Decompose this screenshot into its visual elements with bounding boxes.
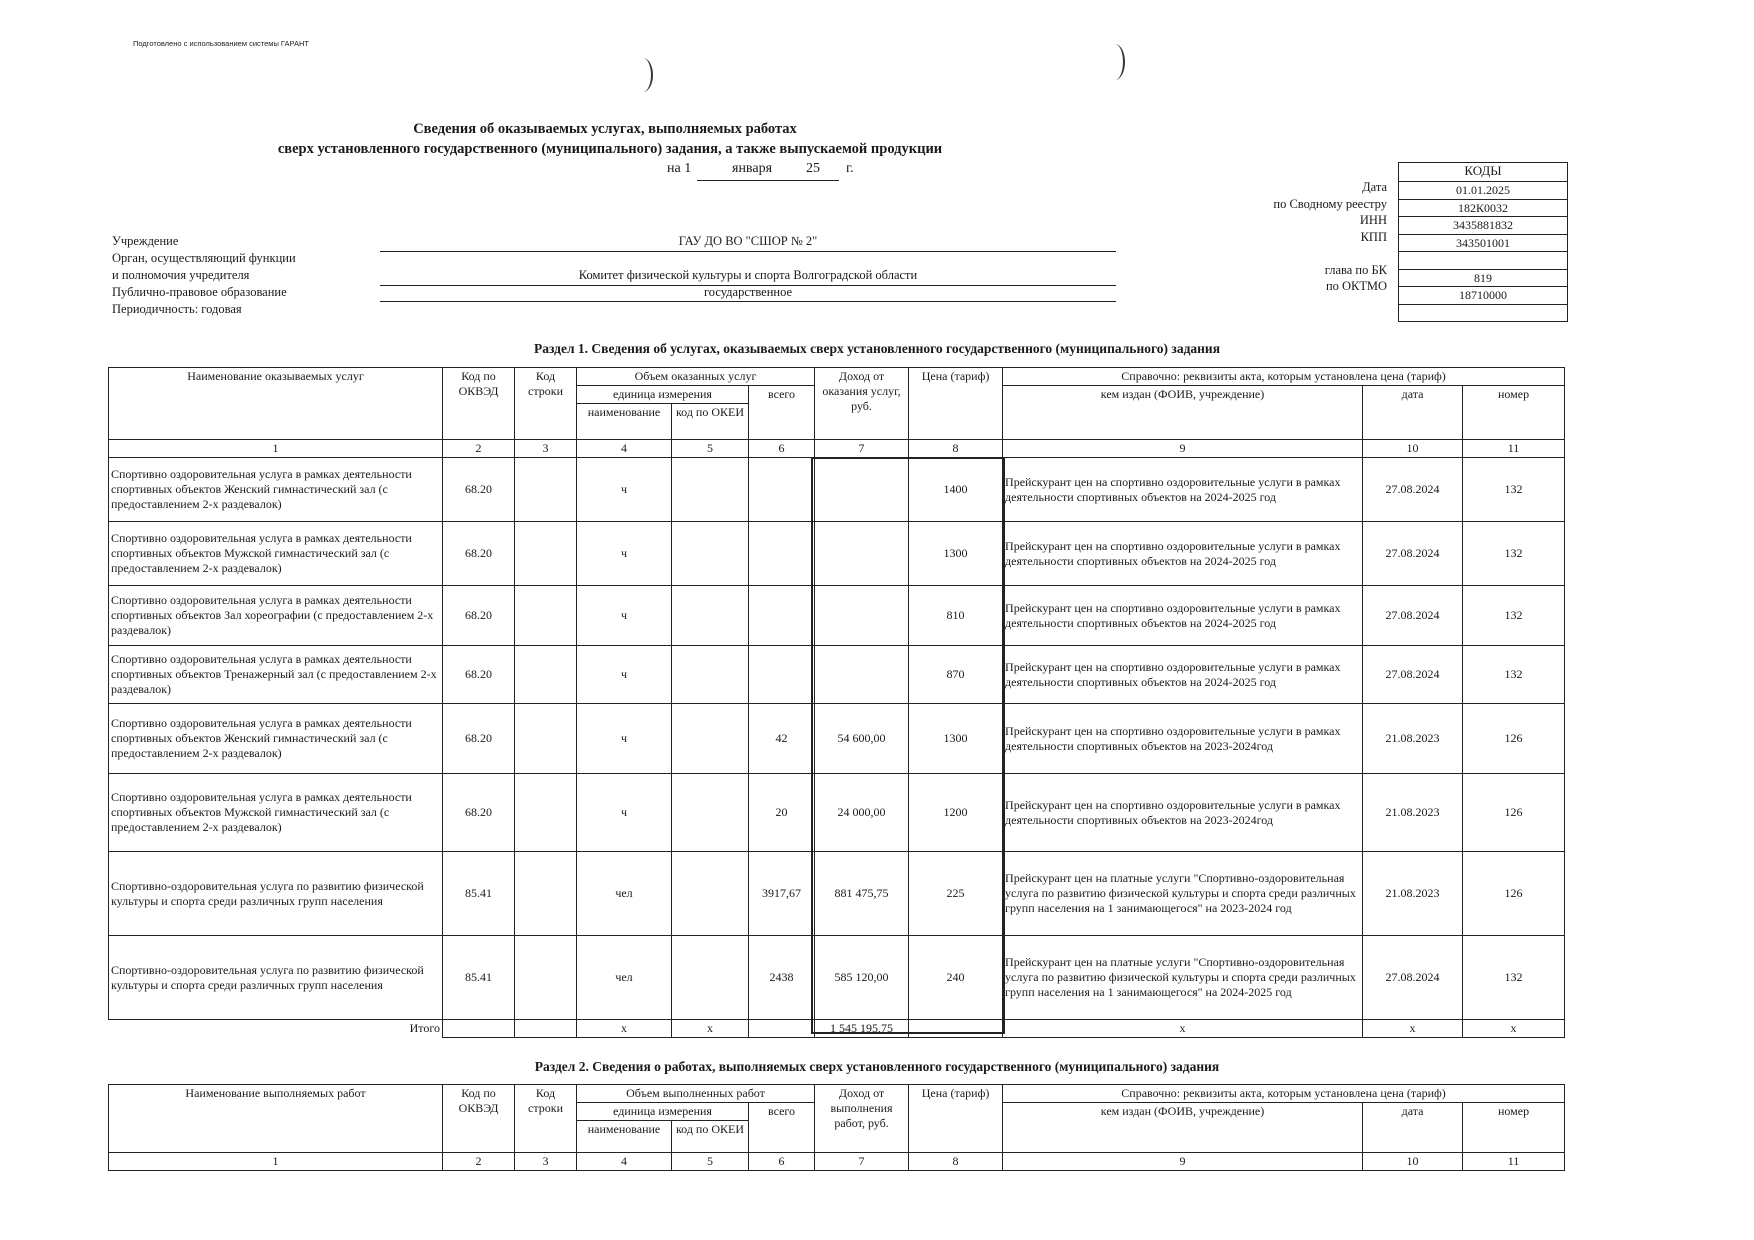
col-header-date: дата xyxy=(1363,1103,1463,1153)
act-date-value: 21.08.2023 xyxy=(1363,852,1463,936)
code-label-date: Дата xyxy=(1362,180,1387,194)
col-number: 8 xyxy=(909,440,1003,458)
section2-title: Раздел 2. Сведения о работах, выполняемых сверх установленного государственного (муниципального) задания xyxy=(534,1059,1220,1074)
total-label: Итого xyxy=(109,1020,443,1038)
table-row xyxy=(109,774,1565,852)
col-number: 7 xyxy=(815,1153,909,1171)
act-number-value: 132 xyxy=(1463,586,1565,646)
okved-value: 68.20 xyxy=(443,586,515,646)
col-header-volume: Объем оказанных услуг xyxy=(577,368,815,386)
col-number: 3 xyxy=(515,1153,577,1171)
founder-value: Комитет физической культуры и спорта Волгоградской области xyxy=(578,268,918,282)
codes-header: КОДЫ xyxy=(1399,163,1567,182)
service-name: Спортивно-оздоровительная услуга по развитию физической культуры и спорта среди различных групп населения xyxy=(109,852,443,936)
table-row xyxy=(109,646,1565,704)
table-row xyxy=(109,522,1565,586)
income-value: 585 120,00 xyxy=(815,936,909,1020)
services-table xyxy=(108,367,1565,1038)
col-header-okved: Код по ОКВЭД xyxy=(443,368,515,440)
institution-label: Учреждение xyxy=(112,234,179,248)
unit-value: ч xyxy=(577,522,672,586)
code-date: 01.01.2025 xyxy=(1399,182,1567,200)
income-value xyxy=(815,646,909,704)
price-value: 1300 xyxy=(909,704,1003,774)
punch-hole-mark xyxy=(1105,44,1125,80)
unit-value: ч xyxy=(577,458,672,522)
okei-value xyxy=(672,586,749,646)
act-number-value: 132 xyxy=(1463,646,1565,704)
date-prefix: на 1 xyxy=(667,161,692,176)
founder-label-line2: и полномочия учредителя xyxy=(112,268,250,282)
act-date-value: 21.08.2023 xyxy=(1363,704,1463,774)
col-header-reference: Справочно: реквизиты акта, которым установлена цена (тариф) xyxy=(1003,368,1565,386)
code-label-kpp: КПП xyxy=(1360,229,1387,244)
codes-labels xyxy=(1135,162,1387,296)
total-value: 42 xyxy=(749,704,815,774)
okved-value: 68.20 xyxy=(443,522,515,586)
col-header-issued-by: кем издан (ФОИВ, учреждение) xyxy=(1003,1103,1363,1153)
col-number: 1 xyxy=(109,440,443,458)
date-month: января xyxy=(732,161,773,176)
table-row xyxy=(109,704,1565,774)
col-header-total: всего xyxy=(749,386,815,440)
code-blank xyxy=(1399,252,1567,270)
okved-value: 85.41 xyxy=(443,852,515,936)
col-header-income: Доход от оказания услуг, руб. xyxy=(815,368,909,440)
unit-value: чел xyxy=(577,852,672,936)
punch-hole-mark xyxy=(633,58,653,92)
col-header-number: номер xyxy=(1463,1103,1565,1153)
garant-note: Подготовлено с использованием системы ГАРАНТ xyxy=(133,39,309,48)
table-row xyxy=(109,852,1565,936)
col-header-unit: единица измерения xyxy=(577,386,749,404)
income-value: 54 600,00 xyxy=(815,704,909,774)
line-code-value xyxy=(515,522,577,586)
service-name: Спортивно оздоровительная услуга в рамках деятельности спортивных объектов Мужской гимнастический зал (с предоставлением 2-х раздевалок) xyxy=(109,522,443,586)
price-value: 240 xyxy=(909,936,1003,1020)
col-number: 2 xyxy=(443,440,515,458)
income-value: 881 475,75 xyxy=(815,852,909,936)
col-header-date: дата xyxy=(1363,386,1463,440)
service-name: Спортивно оздоровительная услуга в рамках деятельности спортивных объектов Женский гимнастический зал (с предоставлением 2-х раздевалок) xyxy=(109,704,443,774)
col-number: 8 xyxy=(909,1153,1003,1171)
total-value xyxy=(749,586,815,646)
act-number-value: 126 xyxy=(1463,774,1565,852)
total-value: 2438 xyxy=(749,936,815,1020)
code-label-budget-chapter: глава по БК xyxy=(1324,262,1387,277)
col-number: 9 xyxy=(1003,1153,1363,1171)
public-entity-value: государственное xyxy=(703,285,793,299)
price-value: 1400 xyxy=(909,458,1003,522)
col-header-unit-name: наименование xyxy=(577,1121,672,1153)
code-label-inn: ИНН xyxy=(1359,213,1387,227)
act-date-value: 27.08.2024 xyxy=(1363,522,1463,586)
okei-value xyxy=(672,522,749,586)
founder-label-line1: Орган, осуществляющий функции xyxy=(112,251,296,265)
line-code-value xyxy=(515,458,577,522)
okved-value: 68.20 xyxy=(443,774,515,852)
column-numbers-row xyxy=(109,1153,1565,1171)
act-date-value: 21.08.2023 xyxy=(1363,774,1463,852)
unit-value: ч xyxy=(577,774,672,852)
col-header-income: Доход от выполнения работ, руб. xyxy=(815,1085,909,1153)
okei-value xyxy=(672,646,749,704)
col-number: 9 xyxy=(1003,440,1363,458)
col-number: 7 xyxy=(815,440,909,458)
date-suffix: г. xyxy=(846,161,854,176)
service-name: Спортивно оздоровительная услуга в рамках деятельности спортивных объектов Тренажерный зал (с предоставлением 2-х раздевалок) xyxy=(109,646,443,704)
act-date-value: 27.08.2024 xyxy=(1363,646,1463,704)
service-name: Спортивно оздоровительная услуга в рамках деятельности спортивных объектов Женский гимнастический зал (с предоставлением 2-х раздевалок) xyxy=(109,458,443,522)
total-act: х xyxy=(1003,1020,1363,1038)
act-date-value: 27.08.2024 xyxy=(1363,458,1463,522)
line-code-value xyxy=(515,774,577,852)
act-value: Прейскурант цен на спортивно оздоровительные услуги в рамках деятельности спортивных объектов на 2023-2024год xyxy=(1003,774,1363,852)
total-value: 20 xyxy=(749,774,815,852)
unit-value: ч xyxy=(577,704,672,774)
price-value: 1200 xyxy=(909,774,1003,852)
income-value xyxy=(815,522,909,586)
col-number: 1 xyxy=(109,1153,443,1171)
col-number: 11 xyxy=(1463,1153,1565,1171)
col-header-unit-name: наименование xyxy=(577,404,672,440)
total-row xyxy=(109,1020,1565,1038)
codes-box xyxy=(1398,162,1568,322)
col-header-total: всего xyxy=(749,1103,815,1153)
total-unit: х xyxy=(577,1020,672,1038)
total-income: 1 545 195,75 xyxy=(815,1020,909,1038)
okei-value xyxy=(672,852,749,936)
act-number-value: 126 xyxy=(1463,852,1565,936)
price-value: 1300 xyxy=(909,522,1003,586)
act-number-value: 132 xyxy=(1463,458,1565,522)
col-header-volume: Объем выполненных работ xyxy=(577,1085,815,1103)
unit-value: чел xyxy=(577,936,672,1020)
code-blank xyxy=(1399,305,1567,322)
document-title-line2: сверх установленного государственного (муниципального) задания, а также выпускаемой продукции xyxy=(277,141,943,157)
section1-title: Раздел 1. Сведения об услугах, оказываемых сверх установленного государственного (муниципального) задания xyxy=(533,341,1221,356)
act-number-value: 132 xyxy=(1463,522,1565,586)
service-name: Спортивно оздоровительная услуга в рамках деятельности спортивных объектов Зал хореографии (с предоставлением 2-х раздевалок) xyxy=(109,586,443,646)
col-number: 11 xyxy=(1463,440,1565,458)
table-row xyxy=(109,458,1565,522)
code-registry: 182К0032 xyxy=(1399,200,1567,218)
act-date-value: 27.08.2024 xyxy=(1363,936,1463,1020)
line-code-value xyxy=(515,936,577,1020)
unit-value: ч xyxy=(577,586,672,646)
okved-value: 68.20 xyxy=(443,646,515,704)
col-number: 6 xyxy=(749,1153,815,1171)
col-header-work-name: Наименование выполняемых работ xyxy=(109,1085,443,1153)
okved-value: 68.20 xyxy=(443,458,515,522)
line-code-value xyxy=(515,852,577,936)
act-number-value: 132 xyxy=(1463,936,1565,1020)
income-value xyxy=(815,458,909,522)
col-header-okei: код по ОКЕИ xyxy=(672,404,749,440)
public-entity-label: Публично-правовое образование xyxy=(112,285,287,299)
income-value: 24 000,00 xyxy=(815,774,909,852)
line-code-value xyxy=(515,704,577,774)
col-number: 2 xyxy=(443,1153,515,1171)
col-header-line-code: Код строки xyxy=(515,1085,577,1153)
institution-value: ГАУ ДО ВО "СШОР № 2" xyxy=(678,234,818,248)
act-value: Прейскурант цен на спортивно оздоровительные услуги в рамках деятельности спортивных объектов на 2024-2025 год xyxy=(1003,646,1363,704)
periodicity-label: Периодичность: годовая xyxy=(112,302,242,316)
table-row xyxy=(109,586,1565,646)
unit-value: ч xyxy=(577,646,672,704)
col-number: 4 xyxy=(577,1153,672,1171)
okved-value: 68.20 xyxy=(443,704,515,774)
col-number: 5 xyxy=(672,440,749,458)
price-value: 810 xyxy=(909,586,1003,646)
act-value: Прейскурант цен на платные услуги "Спортивно-оздоровительная услуга по развитию физической культуры и спорта среди различных групп населения на 1 занимающегося" на 2024-2025 год xyxy=(1003,936,1363,1020)
act-number-value: 126 xyxy=(1463,704,1565,774)
code-budget-chapter: 819 xyxy=(1399,270,1567,288)
line-code-value xyxy=(515,586,577,646)
col-header-number: номер xyxy=(1463,386,1565,440)
col-number: 6 xyxy=(749,440,815,458)
col-header-reference: Справочно: реквизиты акта, которым установлена цена (тариф) xyxy=(1003,1085,1565,1103)
code-kpp: 343501001 xyxy=(1399,235,1567,253)
act-value: Прейскурант цен на спортивно оздоровительные услуги в рамках деятельности спортивных объектов на 2024-2025 год xyxy=(1003,522,1363,586)
act-value: Прейскурант цен на спортивно оздоровительные услуги в рамках деятельности спортивных объектов на 2024-2025 год xyxy=(1003,458,1363,522)
okei-value xyxy=(672,936,749,1020)
price-value: 870 xyxy=(909,646,1003,704)
document-title-line1: Сведения об оказываемых услугах, выполняемых работах xyxy=(413,121,797,137)
service-name: Спортивно оздоровительная услуга в рамках деятельности спортивных объектов Мужской гимнастический зал (с предоставлением 2-х раздевалок) xyxy=(109,774,443,852)
code-oktmo: 18710000 xyxy=(1399,287,1567,305)
code-label-oktmo: по ОКТМО xyxy=(1325,279,1387,293)
total-date: х xyxy=(1363,1020,1463,1038)
col-number: 4 xyxy=(577,440,672,458)
works-table xyxy=(108,1084,1565,1171)
code-label-registry: по Сводному реестру xyxy=(1273,196,1387,211)
col-header-price: Цена (тариф) xyxy=(909,1085,1003,1153)
act-value: Прейскурант цен на платные услуги "Спортивно-оздоровительная услуга по развитию физической культуры и спорта среди различных групп населения на 1 занимающегося" на 2023-2024 год xyxy=(1003,852,1363,936)
col-header-okei: код по ОКЕИ xyxy=(672,1121,749,1153)
income-value xyxy=(815,586,909,646)
col-header-service-name: Наименование оказываемых услуг xyxy=(109,368,443,440)
line-code-value xyxy=(515,646,577,704)
col-number: 3 xyxy=(515,440,577,458)
table-row xyxy=(109,936,1565,1020)
total-okei: х xyxy=(672,1020,749,1038)
col-header-okved: Код по ОКВЭД xyxy=(443,1085,515,1153)
col-header-unit: единица измерения xyxy=(577,1103,749,1121)
code-inn: 3435881832 xyxy=(1399,217,1567,235)
okei-value xyxy=(672,458,749,522)
date-year: 25 xyxy=(806,161,820,176)
col-number: 10 xyxy=(1363,1153,1463,1171)
col-number: 5 xyxy=(672,1153,749,1171)
service-name: Спортивно-оздоровительная услуга по развитию физической культуры и спорта среди различных групп населения xyxy=(109,936,443,1020)
act-value: Прейскурант цен на спортивно оздоровительные услуги в рамках деятельности спортивных объектов на 2023-2024год xyxy=(1003,704,1363,774)
col-header-issued-by: кем издан (ФОИВ, учреждение) xyxy=(1003,386,1363,440)
col-header-line-code: Код строки xyxy=(515,368,577,440)
total-value xyxy=(749,458,815,522)
col-number: 10 xyxy=(1363,440,1463,458)
col-header-price: Цена (тариф) xyxy=(909,368,1003,440)
total-value: 3917,67 xyxy=(749,852,815,936)
total-value xyxy=(749,646,815,704)
okved-value: 85.41 xyxy=(443,936,515,1020)
okei-value xyxy=(672,774,749,852)
total-number: х xyxy=(1463,1020,1565,1038)
act-date-value: 27.08.2024 xyxy=(1363,586,1463,646)
column-numbers-row xyxy=(109,440,1565,458)
okei-value xyxy=(672,704,749,774)
price-value: 225 xyxy=(909,852,1003,936)
act-value: Прейскурант цен на спортивно оздоровительные услуги в рамках деятельности спортивных объектов на 2024-2025 год xyxy=(1003,586,1363,646)
total-value xyxy=(749,522,815,586)
